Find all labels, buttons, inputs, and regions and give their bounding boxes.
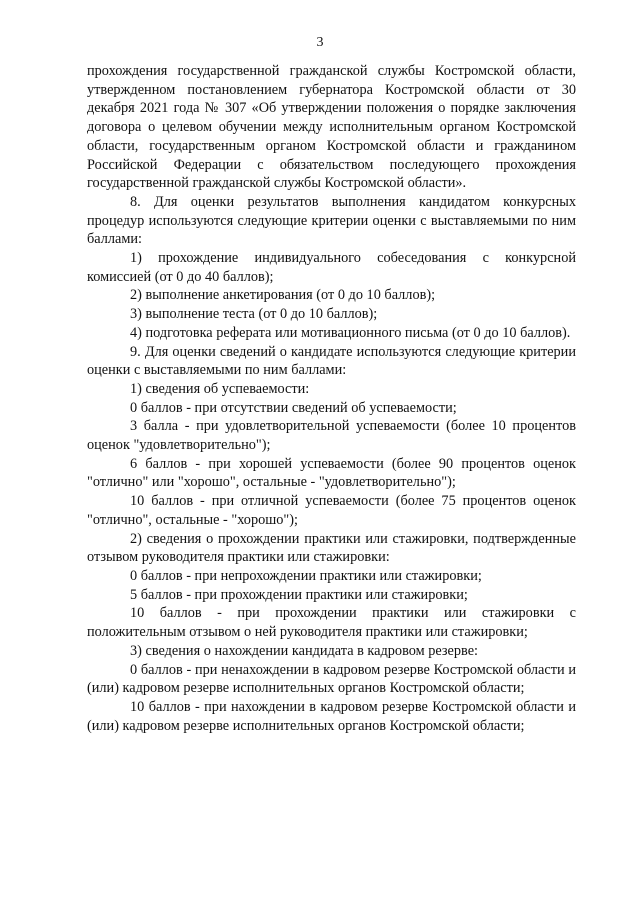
- paragraph-score-0-reserve: 0 баллов - при ненахождении в кадровом резерве Костромской области и (или) кадровом резерве исполнительных органов Костромской области;: [87, 661, 576, 697]
- paragraph-score-10-reserve: 10 баллов - при нахождении в кадровом резерве Костромской области и (или) кадровом резерве исполнительных органов Костромской области;: [87, 698, 576, 734]
- paragraph-internship: 2) сведения о прохождении практики или стажировки, подтвержденные отзывом руководителя практики или стажировки:: [87, 530, 576, 566]
- paragraph-criterion-interview: 1) прохождение индивидуального собеседования с конкурсной комиссией (от 0 до 40 баллов);: [87, 250, 576, 285]
- page-number: 3: [316, 35, 324, 50]
- paragraph-score-10-internship: 10 баллов - при прохождении практики или стажировки с положительным отзывом о ней руководителя практики или стажировки;: [87, 605, 576, 641]
- paragraph-personnel-reserve: 3) сведения о нахождении кандидата в кадровом резерве:: [130, 642, 479, 659]
- paragraph-item-9: 9. Для оценки сведений о кандидате используются следующие критерии оценки с выставляемыми по ним баллами:: [87, 343, 576, 379]
- paragraph-score-10-performance: 10 баллов - при отличной успеваемости (более 75 процентов оценок "отлично", остальные - "хорошо");: [87, 493, 576, 528]
- paragraph-score-0-internship: 0 баллов - при непрохождении практики или стажировки;: [130, 567, 482, 584]
- paragraph-criterion-test: 3) выполнение теста (от 0 до 10 баллов);: [130, 306, 378, 323]
- paragraph-score-5-internship: 5 баллов - при прохождении практики или стажировки;: [130, 586, 468, 603]
- paragraph-criterion-essay: 4) подготовка реферата или мотивационного письма (от 0 до 10 баллов).: [130, 324, 571, 341]
- paragraph-continuation: прохождения государственной гражданской службы Костромской области, утвержденном постановлением губернатора Костромской области от 30 декабря 2021 года № 307 «Об утверждении положения о порядке заключения договора о целевом обучении между исполнительным органом Костромской области, государственным органом Костромской области и гражданином Российской Федерации с обязательством последующего прохождения государственной гражданской службы Костромской области».: [87, 63, 576, 192]
- paragraph-score-6-performance: 6 баллов - при хорошей успеваемости (более 90 процентов оценок "отлично" или "хорошо", остальные - "удовлетворительно");: [87, 455, 576, 491]
- document-body: [87, 62, 576, 735]
- paragraph-score-0-performance: 0 баллов - при отсутствии сведений об успеваемости;: [130, 399, 457, 416]
- paragraph-academic-performance: 1) сведения об успеваемости:: [130, 380, 310, 397]
- paragraph-criterion-survey: 2) выполнение анкетирования (от 0 до 10 баллов);: [130, 287, 436, 304]
- paragraph-item-8: 8. Для оценки результатов выполнения кандидатом конкурсных процедур используются следующие критерии оценки с выставляемыми по ним баллами:: [87, 193, 576, 248]
- paragraph-score-3-performance: 3 балла - при удовлетворительной успеваемости (более 10 процентов оценок "удовлетворительно");: [87, 418, 576, 454]
